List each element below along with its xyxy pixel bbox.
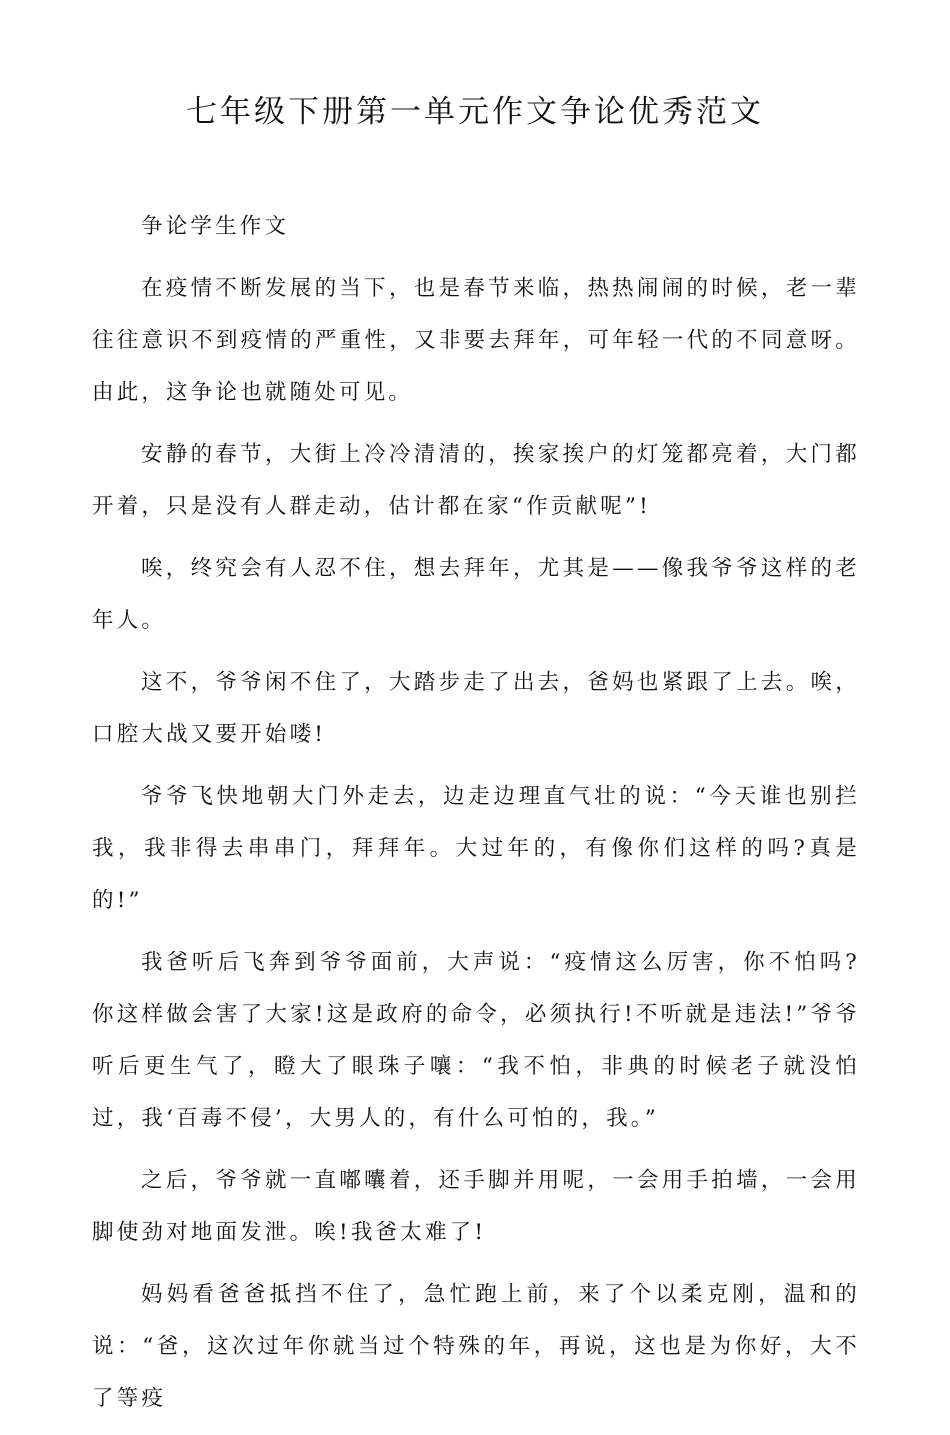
paragraph-subtitle: 争论学生作文 bbox=[141, 214, 290, 239]
document-title: 七年级下册第一单元作文争论优秀范文 bbox=[186, 94, 764, 130]
paragraph: 妈妈看爸爸抵挡不住了，急忙跑上前，来了个以柔克刚，温和的说：“爸，这次过年你就当过个特殊的年，再说，这也是为你好，大不了等疫 bbox=[92, 1282, 860, 1411]
paragraph: 这不，爷爷闲不住了，大踏步走了出去，爸妈也紧跟了上去。唉，口腔大战又要开始喽! bbox=[92, 670, 860, 747]
document-body bbox=[92, 201, 860, 1435]
paragraph: 之后，爷爷就一直嘟囔着，还手脚并用呢，一会用手拍墙，一会用脚使劲对地面发泄。唉!我爸太难了! bbox=[92, 1168, 860, 1245]
paragraph: 爷爷飞快地朝大门外走去，边走边理直气壮的说：“今天谁也别拦我，我非得去串串门，拜拜年。大过年的，有像你们这样的吗?真是的!” bbox=[92, 784, 860, 913]
paragraph: 安静的春节，大街上冷冷清清的，挨家挨户的灯笼都亮着，大门都开着，只是没有人群走动，估计都在家“作贡献呢”! bbox=[92, 442, 860, 519]
paragraph: 唉，终究会有人忍不住，想去拜年，尤其是——像我爷爷这样的老年人。 bbox=[92, 556, 860, 633]
paragraph: 在疫情不断发展的当下，也是春节来临，热热闹闹的时候，老一辈往往意识不到疫情的严重性，又非要去拜年，可年轻一代的不同意呀。由此，这争论也就随处可见。 bbox=[92, 276, 860, 405]
paragraph: 我爸听后飞奔到爷爷面前，大声说：“疫情这么厉害，你不怕吗?你这样做会害了大家!这是政府的命令，必须执行!不听就是违法!”爷爷听后更生气了，瞪大了眼珠子嚷：“我不怕，非典的时候老子就没怕过，我‘百毒不侵’，大男人的，有什么可怕的，我。” bbox=[92, 950, 860, 1131]
